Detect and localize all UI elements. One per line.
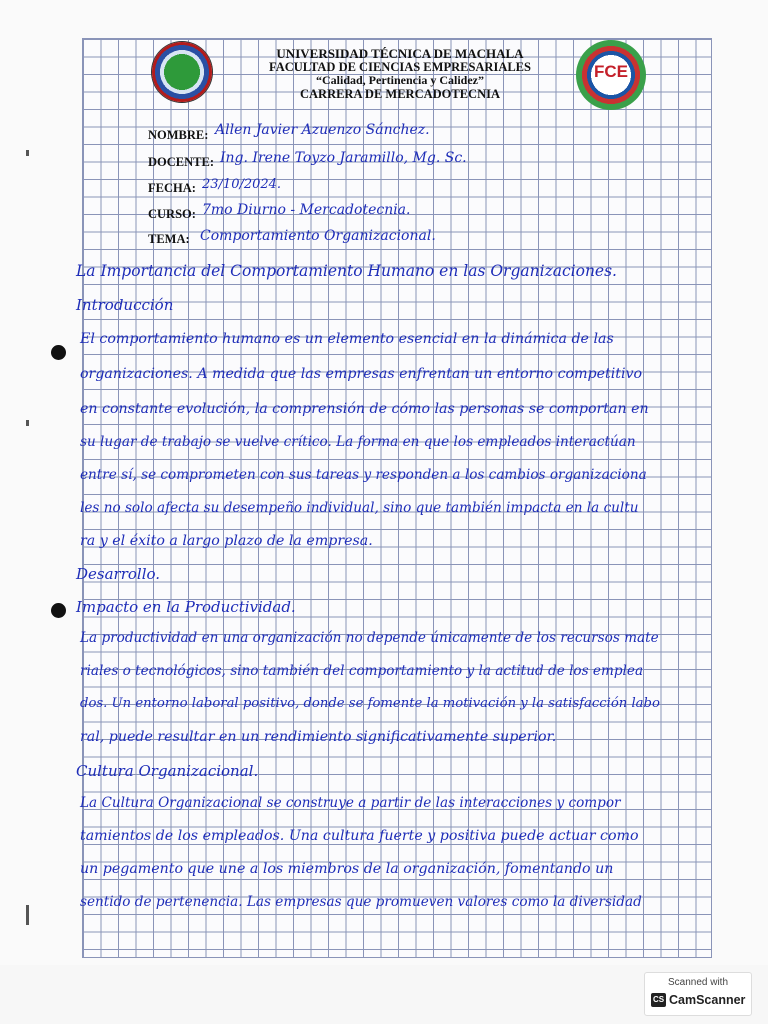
productivity-line: dos. Un entorno laboral positivo, donde se fomente la motivación y la satisfacción labo	[80, 696, 660, 711]
scanned-with-text: Scanned with	[667, 977, 729, 988]
binder-hole	[51, 345, 66, 360]
culture-heading: Cultura Organizacional.	[76, 762, 259, 780]
faculty-name: FACULTAD DE CIENCIAS EMPRESARIALES	[269, 60, 531, 74]
intro-line: El comportamiento humano es un elemento esencial en la dinámica de las	[80, 331, 614, 347]
productivity-line: ral, puede resultar en un rendimiento significativamente superior.	[80, 729, 557, 745]
nombre-value: Allen Javier Azuenzo Sánchez.	[215, 122, 430, 138]
fecha-value: 23/10/2024.	[202, 177, 282, 192]
grid-paper	[82, 38, 712, 958]
culture-line: La Cultura Organizacional se construye a partir de las interacciones y compor	[80, 795, 621, 811]
camscanner-watermark	[644, 972, 752, 1016]
culture-line: un pegamento que une a los miembros de la organización, fomentando un	[80, 861, 614, 877]
intro-line: ra y el éxito a largo plazo de la empresa.	[80, 533, 373, 549]
essay-title: La Importancia del Comportamiento Humano en las Organizaciones.	[76, 262, 617, 280]
seal-text	[152, 42, 212, 102]
faculty-seal-logo	[576, 40, 646, 110]
intro-line: en constante evolución, la comprensión de cómo las personas se comportan en	[80, 401, 649, 417]
margin-mark	[26, 420, 29, 426]
productivity-line: riales o tecnológicos, sino también del comportamiento y la actitud de los emplea	[80, 663, 644, 679]
culture-line: sentido de pertenencia. Las empresas que promueven valores como la diversidad	[80, 894, 642, 910]
productivity-heading: Impacto en la Productividad.	[76, 598, 296, 616]
fecha-label: FECHA:	[148, 181, 196, 195]
binder-hole	[51, 603, 66, 618]
curso-value: 7mo Diurno - Mercadotecnia.	[202, 202, 411, 218]
productivity-line: La productividad en una organización no depende únicamente de los recursos mate	[80, 630, 659, 646]
camscanner-name: CamScanner	[669, 993, 746, 1007]
intro-heading: Introducción	[76, 296, 174, 314]
intro-line: organizaciones. A medida que las empresas enfrentan un entorno competitivo	[80, 366, 643, 382]
camscanner-icon: CS	[651, 993, 666, 1007]
docente-value: Ing. Irene Toyzo Jaramillo, Mg. Sc.	[220, 150, 467, 166]
margin-mark	[26, 905, 29, 925]
intro-line: su lugar de trabajo se vuelve crítico. La forma en que los empleados interactúan	[80, 434, 636, 450]
development-heading: Desarrollo.	[76, 565, 161, 583]
university-seal-logo	[152, 42, 212, 102]
docente-label: DOCENTE:	[148, 155, 214, 169]
margin-mark	[26, 150, 29, 156]
intro-line: entre sí, se comprometen con sus tareas y responden a los cambios organizaciona	[80, 467, 647, 483]
university-name: UNIVERSIDAD TÉCNICA DE MACHALA	[276, 46, 524, 61]
career-name: CARRERA DE MERCADOTECNIA	[299, 87, 500, 101]
nombre-label: NOMBRE:	[148, 128, 209, 142]
tema-value: Comportamiento Organizacional.	[200, 228, 436, 244]
faculty-seal-text: FCE	[594, 62, 628, 81]
intro-line: les no solo afecta su desempeño individual, sino que también impacta en la cultu	[80, 500, 639, 516]
tema-label: TEMA:	[148, 232, 190, 246]
motto: “Calidad, Pertinencia y Calidez”	[316, 73, 484, 87]
curso-label: CURSO:	[148, 207, 196, 221]
culture-line: tamientos de los empleados. Una cultura fuerte y positiva puede actuar como	[80, 828, 639, 844]
